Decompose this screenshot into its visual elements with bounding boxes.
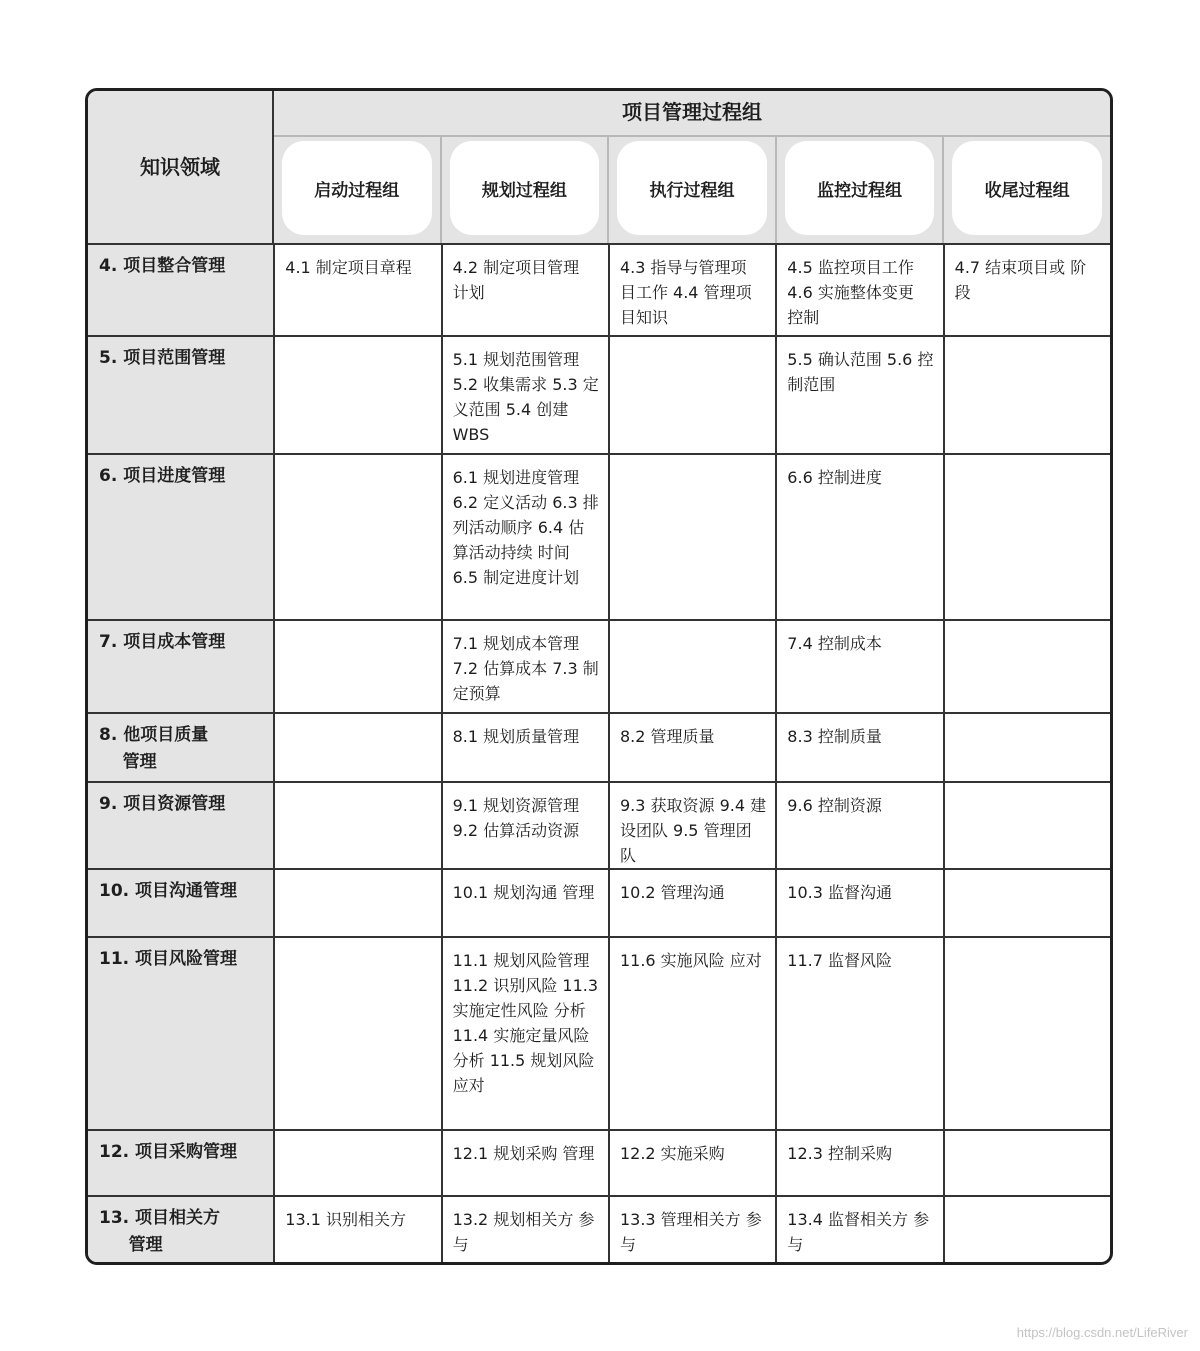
- process-cell: 9.6 控制资源: [775, 783, 942, 868]
- process-cell: [943, 1197, 1110, 1263]
- process-cell: 11.1 规划风险管理 11.2 识别风险 11.3 实施定性风险 分析 11.4 实施定量风险 分析 11.5 规划风险应对: [441, 938, 608, 1129]
- table-row: [88, 245, 1110, 337]
- process-cell: [943, 337, 1110, 453]
- process-cell: [273, 870, 440, 936]
- process-cell: 4.3 指导与管理项 目工作 4.4 管理项目知识: [608, 245, 775, 335]
- process-cell: 11.6 实施风险 应对: [608, 938, 775, 1129]
- process-cell: 6.6 控制进度: [775, 455, 942, 619]
- process-cell: 12.1 规划采购 管理: [441, 1131, 608, 1195]
- knowledge-area-cell: 6. 项目进度管理: [88, 455, 273, 619]
- process-cell: 13.4 监督相关方 参与: [775, 1197, 942, 1263]
- knowledge-area-cell: 8. 他项目质量 管理: [88, 714, 273, 781]
- process-cell: 11.7 监督风险: [775, 938, 942, 1129]
- process-cell: 8.3 控制质量: [775, 714, 942, 781]
- knowledge-area-header-label: 知识领域: [140, 155, 220, 179]
- process-groups-header: [274, 91, 1110, 245]
- process-matrix-table: [85, 88, 1113, 1265]
- process-cell: [943, 870, 1110, 936]
- process-cell: 12.2 实施采购: [608, 1131, 775, 1195]
- table-row: [88, 455, 1110, 621]
- knowledge-area-cell: 9. 项目资源管理: [88, 783, 273, 868]
- process-cell: 10.2 管理沟通: [608, 870, 775, 936]
- process-cell: 4.2 制定项目管理 计划: [441, 245, 608, 335]
- table-row: [88, 783, 1110, 870]
- knowledge-area-cell: 12. 项目采购管理: [88, 1131, 273, 1195]
- process-cell: 5.1 规划范围管理 5.2 收集需求 5.3 定义范围 5.4 创建 WBS: [441, 337, 608, 453]
- process-cell: 5.5 确认范围 5.6 控制范围: [775, 337, 942, 453]
- table-row: [88, 1131, 1110, 1197]
- process-cell: 8.2 管理质量: [608, 714, 775, 781]
- group-closing: 收尾过程组: [952, 141, 1102, 235]
- process-cell: [943, 455, 1110, 619]
- process-cell: [273, 455, 440, 619]
- process-cell: [943, 714, 1110, 781]
- process-cell: 8.1 规划质量管理: [441, 714, 608, 781]
- knowledge-area-cell: 11. 项目风险管理: [88, 938, 273, 1129]
- process-cell: 4.7 结束项目或 阶段: [943, 245, 1110, 335]
- knowledge-area-cell: 7. 项目成本管理: [88, 621, 273, 712]
- process-cell: [273, 714, 440, 781]
- process-cell: [273, 621, 440, 712]
- process-cell: [943, 783, 1110, 868]
- process-cell: [608, 455, 775, 619]
- process-cell: [273, 337, 440, 453]
- knowledge-area-cell: 13. 项目相关方 管理: [88, 1197, 273, 1263]
- process-cell: 4.5 监控项目工作 4.6 实施整体变更 控制: [775, 245, 942, 335]
- process-groups-title: 项目管理过程组: [274, 91, 1110, 137]
- group-monitoring: 监控过程组: [785, 141, 935, 235]
- process-cell: [943, 938, 1110, 1129]
- knowledge-area-header: [88, 91, 274, 245]
- process-cell: 13.2 规划相关方 参与: [441, 1197, 608, 1263]
- table-row: [88, 870, 1110, 938]
- process-cell: 7.1 规划成本管理 7.2 估算成本 7.3 制定预算: [441, 621, 608, 712]
- knowledge-area-cell: 4. 项目整合管理: [88, 245, 273, 335]
- table-row: [88, 714, 1110, 783]
- process-cell: 7.4 控制成本: [775, 621, 942, 712]
- table-body: [88, 245, 1110, 1263]
- process-cell: 9.3 获取资源 9.4 建设团队 9.5 管理团队: [608, 783, 775, 868]
- process-cell: 12.3 控制采购: [775, 1131, 942, 1195]
- process-cell: [943, 621, 1110, 712]
- table-row: [88, 337, 1110, 455]
- process-cell: 6.1 规划进度管理 6.2 定义活动 6.3 排列活动顺序 6.4 估算活动持续 时间 6.5 制定进度计划: [441, 455, 608, 619]
- watermark: https://blog.csdn.net/LifeRiver: [1016, 1325, 1188, 1340]
- process-cell: 4.1 制定项目章程: [273, 245, 440, 335]
- process-cell: 13.3 管理相关方 参与: [608, 1197, 775, 1263]
- process-cell: 9.1 规划资源管理 9.2 估算活动资源: [441, 783, 608, 868]
- process-cell: 13.1 识别相关方: [273, 1197, 440, 1263]
- table-row: [88, 938, 1110, 1131]
- process-cell: [273, 783, 440, 868]
- process-cell: 10.1 规划沟通 管理: [441, 870, 608, 936]
- table-row: [88, 621, 1110, 714]
- process-cell: [608, 337, 775, 453]
- group-executing: 执行过程组: [617, 141, 767, 235]
- process-cell: 10.3 监督沟通: [775, 870, 942, 936]
- knowledge-area-cell: 10. 项目沟通管理: [88, 870, 273, 936]
- knowledge-area-cell: 5. 项目范围管理: [88, 337, 273, 453]
- group-planning: 规划过程组: [450, 141, 600, 235]
- group-initiating: 启动过程组: [282, 141, 432, 235]
- process-cell: [608, 621, 775, 712]
- process-cell: [273, 938, 440, 1129]
- table-row: [88, 1197, 1110, 1263]
- process-cell: [943, 1131, 1110, 1195]
- process-cell: [273, 1131, 440, 1195]
